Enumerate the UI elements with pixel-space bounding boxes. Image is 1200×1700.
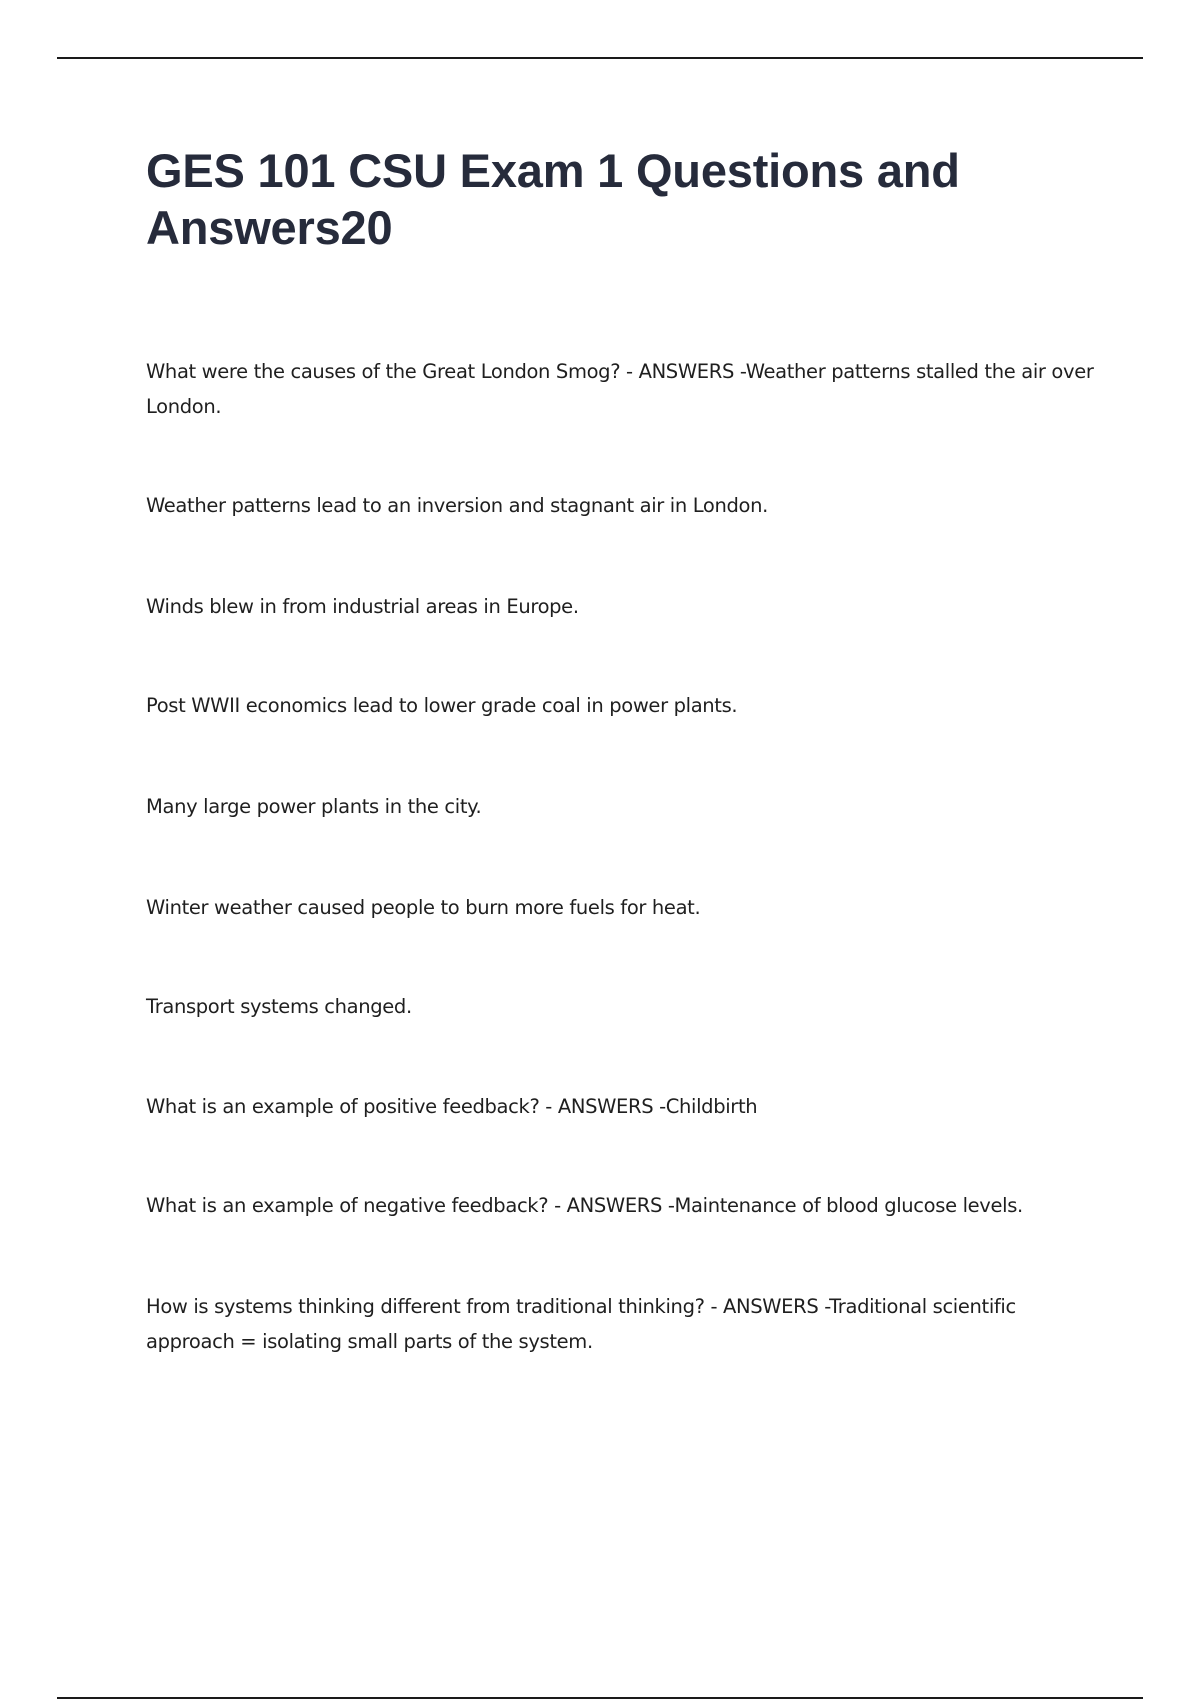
bottom-rule [57,1697,1143,1699]
qa-paragraph-4: Post WWII economics lead to lower grade coal in power plants. [146,694,738,717]
qa-paragraph-10: How is systems thinking different from traditional thinking? - ANSWERS -Traditional scientific approach = isolating small parts of the system. [146,1295,1016,1353]
qa-paragraph-9: What is an example of negative feedback? - ANSWERS -Maintenance of blood glucose levels. [146,1194,1023,1217]
qa-paragraph-3: Winds blew in from industrial areas in Europe. [146,595,579,618]
top-rule [57,57,1143,59]
qa-paragraph-7: Transport systems changed. [146,995,412,1018]
qa-paragraph-8: What is an example of positive feedback? - ANSWERS -Childbirth [146,1095,758,1118]
qa-paragraph-5: Many large power plants in the city. [146,795,482,818]
qa-paragraph-1: What were the causes of the Great London Smog? - ANSWERS -Weather patterns stalled the air over London. [146,360,1094,418]
page-title: GES 101 CSU Exam 1 Questions and Answers20 [146,144,960,254]
qa-paragraph-2: Weather patterns lead to an inversion and stagnant air in London. [146,494,768,517]
qa-paragraph-6: Winter weather caused people to burn more fuels for heat. [146,896,701,919]
